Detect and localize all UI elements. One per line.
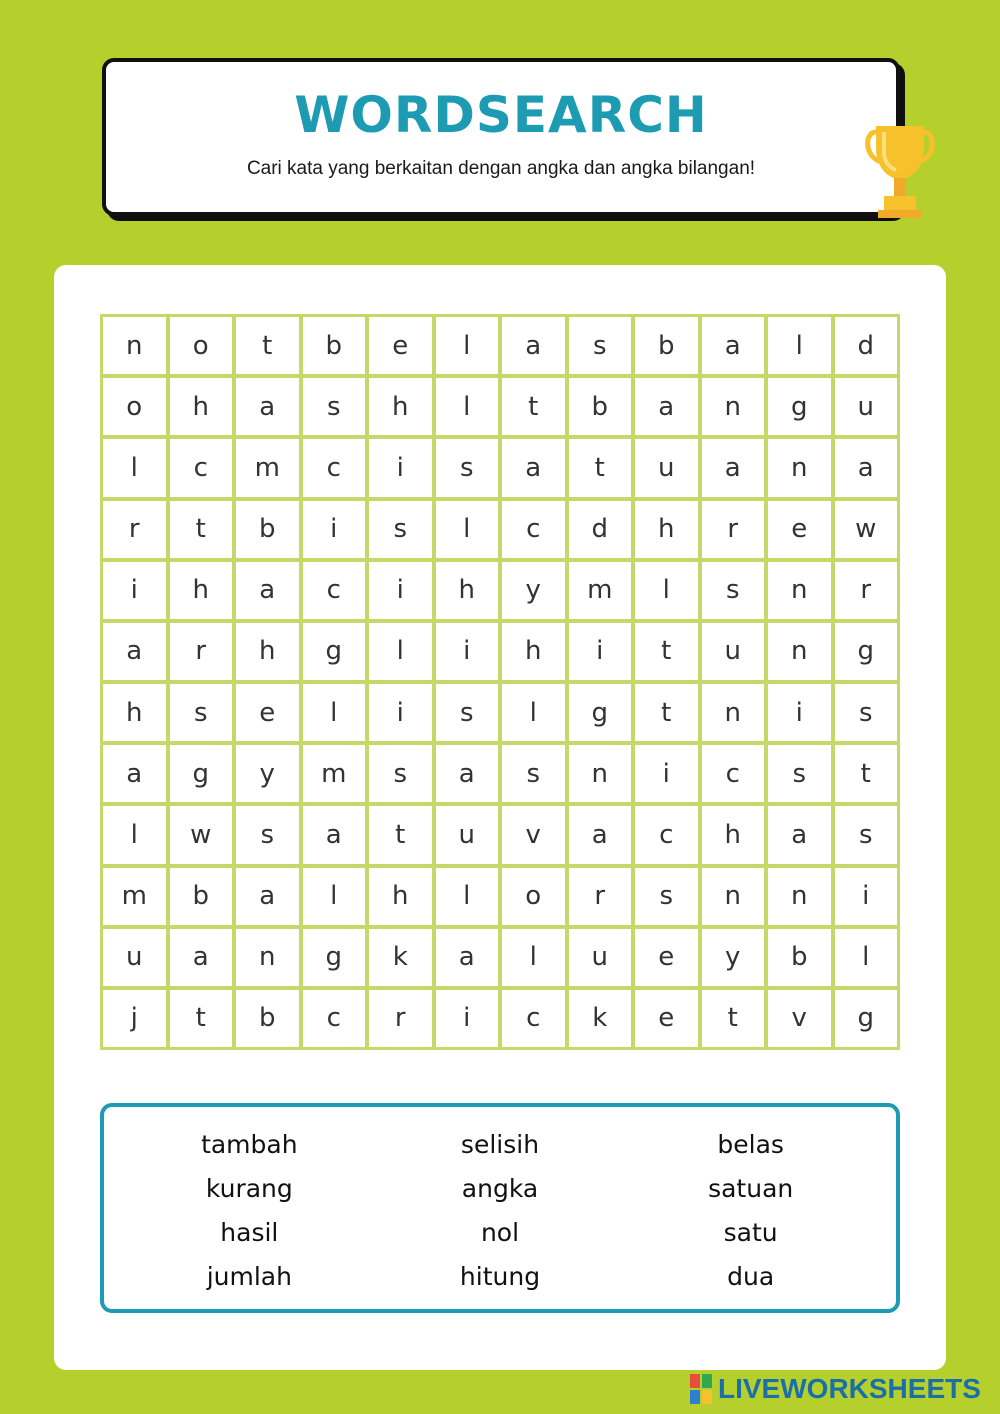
grid-cell[interactable]: i <box>436 990 499 1047</box>
grid-cell[interactable]: c <box>303 990 366 1047</box>
grid-cell[interactable]: r <box>569 868 632 925</box>
grid-cell[interactable]: g <box>170 745 233 802</box>
grid-cell[interactable]: b <box>236 990 299 1047</box>
grid-cell[interactable]: m <box>103 868 166 925</box>
grid-cell[interactable]: m <box>236 439 299 496</box>
instructions: Cari kata yang berkaitan dengan angka dan angka bilangan! <box>246 158 756 179</box>
brand-name: LIVEWORKSHEETS <box>718 1373 981 1404</box>
grid-cell[interactable]: i <box>303 501 366 558</box>
grid-cell[interactable]: l <box>502 929 565 986</box>
grid-cell[interactable]: t <box>635 684 698 741</box>
grid-cell[interactable]: l <box>436 501 499 558</box>
grid-cell[interactable]: n <box>768 623 831 680</box>
grid-cell[interactable]: s <box>768 745 831 802</box>
grid-cell[interactable]: i <box>436 623 499 680</box>
grid-cell[interactable]: y <box>702 929 765 986</box>
grid-cell[interactable]: l <box>103 439 166 496</box>
grid-cell[interactable]: o <box>502 868 565 925</box>
grid-cell[interactable]: s <box>835 806 898 863</box>
grid-cell[interactable]: n <box>702 378 765 435</box>
grid-cell[interactable]: c <box>303 562 366 619</box>
grid-cell[interactable]: a <box>635 378 698 435</box>
grid-cell[interactable]: s <box>635 868 698 925</box>
grid-cell[interactable]: h <box>170 562 233 619</box>
grid-cell[interactable]: y <box>236 745 299 802</box>
grid-cell[interactable]: l <box>436 378 499 435</box>
grid-cell[interactable]: v <box>502 806 565 863</box>
grid-cell[interactable]: a <box>502 439 565 496</box>
grid-cell[interactable]: u <box>103 929 166 986</box>
grid-cell[interactable]: e <box>635 929 698 986</box>
grid-cell[interactable]: r <box>702 501 765 558</box>
grid-cell[interactable]: g <box>303 623 366 680</box>
grid-cell[interactable]: g <box>569 684 632 741</box>
grid-cell[interactable]: n <box>768 868 831 925</box>
word-list-item: dua <box>727 1262 775 1291</box>
grid-cell[interactable]: d <box>569 501 632 558</box>
grid-cell[interactable]: a <box>103 623 166 680</box>
grid-cell[interactable]: i <box>835 868 898 925</box>
grid-cell[interactable]: s <box>170 684 233 741</box>
grid-cell[interactable]: h <box>436 562 499 619</box>
grid-cell[interactable]: t <box>369 806 432 863</box>
grid-cell[interactable]: w <box>170 806 233 863</box>
grid-cell[interactable]: t <box>569 439 632 496</box>
grid-cell[interactable]: e <box>369 317 432 374</box>
grid-cell[interactable]: l <box>502 684 565 741</box>
grid-cell[interactable]: t <box>170 501 233 558</box>
grid-cell[interactable]: a <box>835 439 898 496</box>
grid-cell[interactable]: h <box>369 868 432 925</box>
grid-cell[interactable]: h <box>103 684 166 741</box>
grid-cell[interactable]: n <box>236 929 299 986</box>
grid-cell[interactable]: l <box>436 868 499 925</box>
grid-cell[interactable]: s <box>303 378 366 435</box>
word-list-item: jumlah <box>206 1262 292 1291</box>
grid-cell[interactable]: u <box>569 929 632 986</box>
grid-cell[interactable]: g <box>835 623 898 680</box>
grid-cell[interactable]: b <box>569 378 632 435</box>
letter-grid <box>100 314 900 1050</box>
grid-cell[interactable]: n <box>103 317 166 374</box>
grid-cell[interactable]: t <box>835 745 898 802</box>
grid-cell[interactable]: t <box>635 623 698 680</box>
grid-cell[interactable]: b <box>635 317 698 374</box>
grid-cell[interactable]: h <box>369 378 432 435</box>
grid-cell[interactable]: b <box>170 868 233 925</box>
grid-cell[interactable]: h <box>502 623 565 680</box>
word-list-item: angka <box>461 1174 539 1203</box>
grid-cell[interactable]: o <box>103 378 166 435</box>
grid-cell[interactable]: a <box>236 868 299 925</box>
word-list-item: belas <box>717 1130 784 1159</box>
grid-cell[interactable]: c <box>303 439 366 496</box>
word-list-item: hitung <box>459 1262 541 1291</box>
grid-cell[interactable]: c <box>702 745 765 802</box>
grid-cell[interactable]: h <box>635 501 698 558</box>
grid-cell[interactable]: a <box>768 806 831 863</box>
grid-cell[interactable]: c <box>170 439 233 496</box>
grid-cell[interactable]: i <box>369 439 432 496</box>
grid-cell[interactable]: s <box>436 684 499 741</box>
grid-cell[interactable]: r <box>369 990 432 1047</box>
grid-cell[interactable]: g <box>768 378 831 435</box>
grid-cell[interactable]: a <box>436 929 499 986</box>
grid-cell[interactable]: g <box>835 990 898 1047</box>
grid-cell[interactable]: r <box>103 501 166 558</box>
grid-cell[interactable]: n <box>702 868 765 925</box>
grid-cell[interactable]: b <box>236 501 299 558</box>
grid-cell[interactable]: y <box>502 562 565 619</box>
grid-cell[interactable]: h <box>170 378 233 435</box>
header-card <box>102 58 900 216</box>
grid-cell[interactable]: u <box>835 378 898 435</box>
word-list-item: hasil <box>220 1218 279 1247</box>
grid-cell[interactable]: a <box>569 806 632 863</box>
grid-cell[interactable]: l <box>103 806 166 863</box>
grid-cell[interactable]: l <box>303 684 366 741</box>
grid-cell[interactable]: w <box>835 501 898 558</box>
grid-cell[interactable]: i <box>369 562 432 619</box>
grid-cell[interactable]: s <box>369 745 432 802</box>
grid-cell[interactable]: i <box>635 745 698 802</box>
grid-cell[interactable]: u <box>702 623 765 680</box>
grid-cell[interactable]: h <box>236 623 299 680</box>
word-list-item: satuan <box>708 1174 794 1203</box>
word-list-item: satu <box>723 1218 778 1247</box>
grid-cell[interactable]: a <box>236 562 299 619</box>
grid-cell[interactable]: l <box>635 562 698 619</box>
grid-cell[interactable]: r <box>835 562 898 619</box>
page-title: WORDSEARCH <box>294 86 708 144</box>
grid-cell[interactable]: n <box>569 745 632 802</box>
grid-cell[interactable]: c <box>635 806 698 863</box>
grid-cell[interactable]: k <box>369 929 432 986</box>
word-list <box>100 1103 900 1313</box>
trophy-icon <box>862 118 938 222</box>
grid-cell[interactable]: i <box>569 623 632 680</box>
grid-cell[interactable]: l <box>303 868 366 925</box>
grid-cell[interactable]: m <box>303 745 366 802</box>
grid-cell[interactable]: j <box>103 990 166 1047</box>
grid-cell[interactable]: i <box>369 684 432 741</box>
brand-footer[interactable] <box>690 1372 981 1406</box>
grid-cell[interactable]: a <box>702 439 765 496</box>
grid-cell[interactable]: v <box>768 990 831 1047</box>
grid-cell[interactable]: o <box>170 317 233 374</box>
grid-cell[interactable]: a <box>436 745 499 802</box>
grid-cell[interactable]: g <box>303 929 366 986</box>
grid-cell[interactable]: m <box>569 562 632 619</box>
grid-cell[interactable]: a <box>236 378 299 435</box>
grid-cell[interactable]: n <box>768 439 831 496</box>
grid-cell[interactable]: n <box>702 684 765 741</box>
grid-cell[interactable]: b <box>768 929 831 986</box>
grid-cell[interactable]: s <box>236 806 299 863</box>
grid-cell[interactable]: e <box>635 990 698 1047</box>
grid-cell[interactable]: r <box>170 623 233 680</box>
liveworksheets-logo-icon <box>690 1374 712 1404</box>
grid-cell[interactable]: l <box>768 317 831 374</box>
grid-cell[interactable]: s <box>502 745 565 802</box>
grid-cell[interactable]: k <box>569 990 632 1047</box>
grid-cell[interactable]: h <box>702 806 765 863</box>
grid-cell[interactable]: a <box>170 929 233 986</box>
grid-cell[interactable]: s <box>702 562 765 619</box>
grid-cell[interactable]: i <box>103 562 166 619</box>
grid-cell[interactable]: a <box>502 317 565 374</box>
grid-cell[interactable]: b <box>303 317 366 374</box>
grid-cell[interactable]: a <box>702 317 765 374</box>
grid-cell[interactable]: c <box>502 501 565 558</box>
grid-cell[interactable]: l <box>369 623 432 680</box>
grid-cell[interactable]: d <box>835 317 898 374</box>
word-list-item: nol <box>480 1218 520 1247</box>
grid-cell[interactable]: u <box>635 439 698 496</box>
word-list-item: tambah <box>201 1130 298 1159</box>
grid-cell[interactable]: c <box>502 990 565 1047</box>
grid-cell[interactable]: s <box>569 317 632 374</box>
grid-cell[interactable]: a <box>303 806 366 863</box>
grid-cell[interactable]: t <box>702 990 765 1047</box>
grid-cell[interactable]: e <box>768 501 831 558</box>
grid-cell[interactable]: l <box>436 317 499 374</box>
word-list-item: selisih <box>460 1130 540 1159</box>
grid-cell[interactable]: t <box>236 317 299 374</box>
grid-cell[interactable]: s <box>436 439 499 496</box>
grid-cell[interactable]: n <box>768 562 831 619</box>
word-list-item: kurang <box>205 1174 293 1203</box>
grid-cell[interactable]: u <box>436 806 499 863</box>
grid-cell[interactable]: t <box>502 378 565 435</box>
grid-cell[interactable]: t <box>170 990 233 1047</box>
grid-cell[interactable]: i <box>768 684 831 741</box>
grid-cell[interactable]: a <box>103 745 166 802</box>
grid-cell[interactable]: e <box>236 684 299 741</box>
grid-cell[interactable]: s <box>835 684 898 741</box>
grid-cell[interactable]: s <box>369 501 432 558</box>
grid-cell[interactable]: l <box>835 929 898 986</box>
